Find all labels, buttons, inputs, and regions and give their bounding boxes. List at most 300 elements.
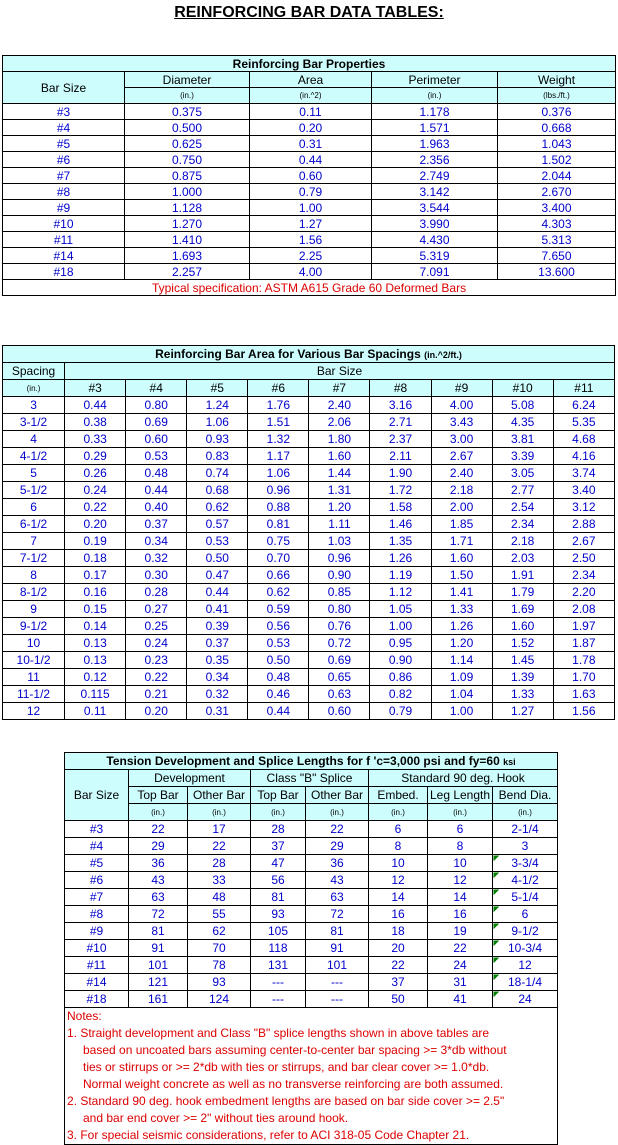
- area-cell: 5.35: [553, 414, 614, 431]
- bar-size-cell: #11: [65, 957, 129, 974]
- length-cell: 22: [369, 957, 428, 974]
- table-row: [3, 533, 615, 550]
- area-cell: 0.50: [187, 550, 248, 567]
- length-cell: 31: [428, 974, 493, 991]
- notes-block: [65, 1008, 558, 1145]
- area-cell: 1.11: [309, 516, 370, 533]
- bar-size-cell: #6: [65, 872, 129, 889]
- area-cell: 0.38: [65, 414, 126, 431]
- note-line: Normal weight concrete as well as no transverse reinforcing are both assumed.: [83, 1077, 504, 1091]
- area-cell: 2.77: [492, 482, 553, 499]
- length-cell: 43: [129, 872, 188, 889]
- table-row: [3, 516, 615, 533]
- area-cell: 2.37: [370, 431, 431, 448]
- table-row: [3, 120, 616, 136]
- length-cell: 5-1/4: [493, 889, 558, 906]
- subheader: Bend Dia.: [493, 787, 558, 804]
- col-unit: (in.^2): [250, 88, 372, 104]
- value-cell: 2.356: [372, 152, 498, 168]
- table-row: [3, 584, 615, 601]
- area-cell: 0.74: [187, 465, 248, 482]
- group-hook: Standard 90 deg. Hook: [369, 770, 558, 787]
- table-row: [65, 872, 558, 889]
- length-cell: 101: [306, 957, 369, 974]
- bar-size-cell: #4: [65, 838, 129, 855]
- area-cell: 3.43: [431, 414, 492, 431]
- length-cell: 29: [129, 838, 188, 855]
- bar-size-column-header: #5: [187, 380, 248, 397]
- area-cell: 3.39: [492, 448, 553, 465]
- area-cell: 0.24: [65, 482, 126, 499]
- value-cell: 2.044: [498, 168, 616, 184]
- length-cell: 56: [251, 872, 306, 889]
- table-row: [3, 248, 616, 264]
- note-line: and bar end cover >= 2" without ties around hook.: [83, 1111, 349, 1125]
- area-cell: 3.12: [553, 499, 614, 516]
- length-cell: 6: [369, 821, 428, 838]
- spacing-cell: 7: [3, 533, 65, 550]
- area-cell: 2.34: [492, 516, 553, 533]
- area-cell: 4.35: [492, 414, 553, 431]
- table-row: [3, 104, 616, 120]
- table-row: [65, 957, 558, 974]
- length-cell: 43: [306, 872, 369, 889]
- area-cell: 1.60: [492, 618, 553, 635]
- area-cell: 0.57: [187, 516, 248, 533]
- area-cell: 1.12: [370, 584, 431, 601]
- value-cell: 2.749: [372, 168, 498, 184]
- area-cell: 1.58: [370, 499, 431, 516]
- unit-cell: (in.): [428, 804, 493, 821]
- length-cell: 62: [188, 923, 251, 940]
- area-cell: 1.00: [370, 618, 431, 635]
- area-cell: 0.93: [187, 431, 248, 448]
- group-development: Development: [129, 770, 251, 787]
- value-cell: 0.20: [250, 120, 372, 136]
- area-cell: 2.50: [553, 550, 614, 567]
- length-cell: 2-1/4: [493, 821, 558, 838]
- area-cell: 0.11: [65, 703, 126, 720]
- length-cell: 37: [251, 838, 306, 855]
- area-cell: 0.44: [248, 703, 309, 720]
- area-cell: 4.16: [553, 448, 614, 465]
- area-cell: 1.03: [309, 533, 370, 550]
- area-cell: 0.83: [187, 448, 248, 465]
- unit-cell: (in.): [493, 804, 558, 821]
- area-cell: 0.44: [187, 584, 248, 601]
- bar-size-column-header: #11: [553, 380, 614, 397]
- spacing-cell: 8: [3, 567, 65, 584]
- area-cell: 3.00: [431, 431, 492, 448]
- area-cell: 0.72: [309, 635, 370, 652]
- table-row: [3, 482, 615, 499]
- area-cell: 0.29: [65, 448, 126, 465]
- length-cell: 3: [493, 838, 558, 855]
- table-row: [65, 906, 558, 923]
- table-row: [3, 397, 615, 414]
- value-cell: 3.990: [372, 216, 498, 232]
- value-cell: 4.303: [498, 216, 616, 232]
- table-row: [3, 168, 616, 184]
- value-cell: 0.79: [250, 184, 372, 200]
- bar-size-column-header: #7: [309, 380, 370, 397]
- page-title: REINFORCING BAR DATA TABLES:: [174, 4, 444, 21]
- table-row: [3, 200, 616, 216]
- length-cell: 10: [428, 855, 493, 872]
- area-cell: 2.00: [431, 499, 492, 516]
- length-cell: 70: [188, 940, 251, 957]
- spacing-cell: 7-1/2: [3, 550, 65, 567]
- table-row: [3, 601, 615, 618]
- table-row: [65, 821, 558, 838]
- notes-title: Notes:: [67, 1009, 102, 1023]
- bar-size-cell: #18: [65, 991, 129, 1008]
- area-cell: 1.39: [492, 669, 553, 686]
- area-cell: 0.22: [126, 669, 187, 686]
- length-cell: 28: [251, 821, 306, 838]
- area-cell: 0.18: [65, 550, 126, 567]
- spec-footer: Typical specification: ASTM A615 Grade 60 Deformed Bars: [3, 280, 616, 296]
- area-cell: 0.96: [309, 550, 370, 567]
- table-row: [65, 855, 558, 872]
- area-cell: 1.56: [553, 703, 614, 720]
- area-cell: 0.66: [248, 567, 309, 584]
- area-cell: 2.40: [431, 465, 492, 482]
- area-cell: 1.33: [492, 686, 553, 703]
- area-cell: 2.18: [492, 533, 553, 550]
- area-cell: 0.34: [126, 533, 187, 550]
- table-row: [3, 136, 616, 152]
- table-row: [3, 618, 615, 635]
- area-cell: 0.56: [248, 618, 309, 635]
- length-cell: ---: [306, 991, 369, 1008]
- bar-size-cell: #3: [65, 821, 129, 838]
- area-cell: 0.86: [370, 669, 431, 686]
- value-cell: 1.00: [250, 200, 372, 216]
- length-cell: 36: [306, 855, 369, 872]
- area-cell: 1.97: [553, 618, 614, 635]
- area-cell: 1.05: [370, 601, 431, 618]
- subheader: Leg Length: [428, 787, 493, 804]
- bar-size-cell: #5: [65, 855, 129, 872]
- area-cell: 0.19: [65, 533, 126, 550]
- area-cell: 0.37: [187, 635, 248, 652]
- area-cell: 0.90: [309, 567, 370, 584]
- area-cell: 1.71: [431, 533, 492, 550]
- value-cell: 1.693: [125, 248, 250, 264]
- bar-size-cell: #8: [3, 184, 125, 200]
- subheader: Other Bar: [306, 787, 369, 804]
- area-cell: 1.87: [553, 635, 614, 652]
- length-cell: 81: [251, 889, 306, 906]
- length-cell: 131: [251, 957, 306, 974]
- area-cell: 1.76: [248, 397, 309, 414]
- area-cell: 1.14: [431, 652, 492, 669]
- area-cell: 1.51: [248, 414, 309, 431]
- area-cell: 0.70: [248, 550, 309, 567]
- area-cell: 0.20: [126, 703, 187, 720]
- area-cell: 0.44: [126, 482, 187, 499]
- group-splice: Class "B" Splice: [251, 770, 369, 787]
- area-cell: 6.24: [553, 397, 614, 414]
- area-cell: 0.85: [309, 584, 370, 601]
- area-cell: 4.00: [431, 397, 492, 414]
- table-row: [65, 940, 558, 957]
- area-cell: 1.35: [370, 533, 431, 550]
- spacing-header: Spacing: [3, 363, 65, 380]
- length-cell: 22: [129, 821, 188, 838]
- spacing-cell: 11: [3, 669, 65, 686]
- area-cell: 0.60: [126, 431, 187, 448]
- value-cell: 1.963: [372, 136, 498, 152]
- area-cell: 0.48: [126, 465, 187, 482]
- area-cell: 0.62: [187, 499, 248, 516]
- table-row: [65, 838, 558, 855]
- area-cell: 0.41: [187, 601, 248, 618]
- length-cell: 105: [251, 923, 306, 940]
- area-cell: 2.08: [553, 601, 614, 618]
- table-row: [65, 923, 558, 940]
- area-cell: 0.14: [65, 618, 126, 635]
- value-cell: 2.257: [125, 264, 250, 280]
- value-cell: 0.668: [498, 120, 616, 136]
- area-cell: 0.12: [65, 669, 126, 686]
- spacing-cell: 4-1/2: [3, 448, 65, 465]
- area-cell: 0.48: [248, 669, 309, 686]
- spacing-unit: (in.): [3, 380, 65, 397]
- value-cell: 7.091: [372, 264, 498, 280]
- value-cell: 0.500: [125, 120, 250, 136]
- value-cell: 0.44: [250, 152, 372, 168]
- length-cell: 37: [369, 974, 428, 991]
- area-cell: 2.67: [431, 448, 492, 465]
- bar-size-cell: #14: [3, 248, 125, 264]
- area-cell: 0.13: [65, 652, 126, 669]
- length-cell: 47: [251, 855, 306, 872]
- area-cell: 0.46: [248, 686, 309, 703]
- table-row: [65, 889, 558, 906]
- area-cell: 0.30: [126, 567, 187, 584]
- note-line: 2. Standard 90 deg. hook embedment lengths are based on bar side cover >= 2.5": [67, 1094, 505, 1108]
- bar-size-cell: #3: [3, 104, 125, 120]
- area-cell: 1.91: [492, 567, 553, 584]
- area-cell: 0.33: [65, 431, 126, 448]
- value-cell: 13.600: [498, 264, 616, 280]
- table-row: [65, 974, 558, 991]
- area-cell: 1.24: [187, 397, 248, 414]
- value-cell: 1.56: [250, 232, 372, 248]
- area-cell: 0.40: [126, 499, 187, 516]
- area-cell: 0.28: [126, 584, 187, 601]
- bar-size-cell: #6: [3, 152, 125, 168]
- area-cell: 2.40: [309, 397, 370, 414]
- area-cell: 0.34: [187, 669, 248, 686]
- length-cell: 22: [428, 940, 493, 957]
- area-cell: 0.13: [65, 635, 126, 652]
- note-line: 3. For special seismic considerations, refer to ACI 318-05 Code Chapter 21.: [67, 1128, 470, 1142]
- spacing-cell: 5-1/2: [3, 482, 65, 499]
- properties-title: Reinforcing Bar Properties: [3, 56, 616, 72]
- unit-cell: (in.): [188, 804, 251, 821]
- area-cell: 0.53: [187, 533, 248, 550]
- table-row: [3, 499, 615, 516]
- area-cell: 0.21: [126, 686, 187, 703]
- area-cell: 2.18: [431, 482, 492, 499]
- unit-cell: (in.): [306, 804, 369, 821]
- length-cell: 101: [129, 957, 188, 974]
- bar-properties-table: [2, 55, 616, 296]
- area-cell: 0.96: [248, 482, 309, 499]
- area-cell: 0.69: [309, 652, 370, 669]
- area-cell: 0.24: [126, 635, 187, 652]
- length-cell: 93: [188, 974, 251, 991]
- area-cell: 0.17: [65, 567, 126, 584]
- length-cell: 91: [129, 940, 188, 957]
- length-cell: 22: [306, 821, 369, 838]
- spacing-cell: 6: [3, 499, 65, 516]
- area-cell: 1.19: [370, 567, 431, 584]
- value-cell: 0.31: [250, 136, 372, 152]
- area-cell: 1.72: [370, 482, 431, 499]
- spacing-cell: 12: [3, 703, 65, 720]
- bar-size-header: Bar Size: [65, 363, 615, 380]
- area-cell: 0.22: [65, 499, 126, 516]
- value-cell: 4.00: [250, 264, 372, 280]
- length-cell: 3-3/4: [493, 855, 558, 872]
- length-cell: 20: [369, 940, 428, 957]
- area-cell: 0.80: [309, 601, 370, 618]
- area-cell: 1.60: [431, 550, 492, 567]
- area-cell: 1.33: [431, 601, 492, 618]
- value-cell: 4.430: [372, 232, 498, 248]
- length-cell: 91: [306, 940, 369, 957]
- length-cell: 29: [306, 838, 369, 855]
- value-cell: 3.142: [372, 184, 498, 200]
- tension-title: [65, 753, 558, 770]
- length-cell: 72: [306, 906, 369, 923]
- value-cell: 0.375: [125, 104, 250, 120]
- area-cell: 0.81: [248, 516, 309, 533]
- area-cell: 0.90: [370, 652, 431, 669]
- value-cell: 2.670: [498, 184, 616, 200]
- length-cell: ---: [306, 974, 369, 991]
- value-cell: 5.319: [372, 248, 498, 264]
- spacing-cell: 8-1/2: [3, 584, 65, 601]
- area-cell: 0.32: [126, 550, 187, 567]
- value-cell: 1.178: [372, 104, 498, 120]
- area-cell: 0.15: [65, 601, 126, 618]
- note-line: based on uncoated bars assuming center-to-center bar spacing >= 3*db without: [83, 1043, 507, 1057]
- bar-size-column-header: #4: [126, 380, 187, 397]
- value-cell: 3.544: [372, 200, 498, 216]
- area-cell: 1.06: [187, 414, 248, 431]
- area-cell: 1.46: [370, 516, 431, 533]
- spacing-cell: 3: [3, 397, 65, 414]
- bar-size-cell: #8: [65, 906, 129, 923]
- area-cell: 4.68: [553, 431, 614, 448]
- length-cell: 6: [493, 906, 558, 923]
- length-cell: 10-3/4: [493, 940, 558, 957]
- length-cell: 22: [188, 838, 251, 855]
- length-cell: 124: [188, 991, 251, 1008]
- spacing-cell: 4: [3, 431, 65, 448]
- value-cell: 5.313: [498, 232, 616, 248]
- col-header: Area: [250, 72, 372, 88]
- length-cell: 55: [188, 906, 251, 923]
- area-cell: 0.16: [65, 584, 126, 601]
- area-cell: 2.67: [553, 533, 614, 550]
- note-line: 1. Straight development and Class "B" splice lengths shown in above tables are: [67, 1026, 490, 1040]
- area-cell: 0.44: [65, 397, 126, 414]
- area-cell: 0.25: [126, 618, 187, 635]
- area-cell: 0.68: [187, 482, 248, 499]
- length-cell: 6: [428, 821, 493, 838]
- note-line: ties or stirrups or >= 2*db with ties or stirrups, and bar clear cover >= 1.0*db.: [83, 1060, 490, 1074]
- area-cell: 1.00: [431, 703, 492, 720]
- unit-cell: (in.): [369, 804, 428, 821]
- value-cell: 2.25: [250, 248, 372, 264]
- area-cell: 2.20: [553, 584, 614, 601]
- length-cell: 8: [428, 838, 493, 855]
- bar-size-cell: #7: [3, 168, 125, 184]
- spacing-cell: 9-1/2: [3, 618, 65, 635]
- area-cell: 0.32: [187, 686, 248, 703]
- area-cell: 0.20: [65, 516, 126, 533]
- value-cell: 0.750: [125, 152, 250, 168]
- area-cell: 2.54: [492, 499, 553, 516]
- value-cell: 0.625: [125, 136, 250, 152]
- length-cell: 14: [428, 889, 493, 906]
- area-cell: 0.95: [370, 635, 431, 652]
- area-cell: 0.82: [370, 686, 431, 703]
- length-cell: 93: [251, 906, 306, 923]
- value-cell: 1.128: [125, 200, 250, 216]
- length-cell: 118: [251, 940, 306, 957]
- length-cell: 48: [188, 889, 251, 906]
- length-cell: 72: [129, 906, 188, 923]
- area-cell: 2.06: [309, 414, 370, 431]
- area-cell: 0.47: [187, 567, 248, 584]
- area-cell: 0.31: [187, 703, 248, 720]
- area-cell: 0.69: [126, 414, 187, 431]
- length-cell: 4-1/2: [493, 872, 558, 889]
- bar-size-cell: #10: [3, 216, 125, 232]
- value-cell: 0.11: [250, 104, 372, 120]
- length-cell: 18-1/4: [493, 974, 558, 991]
- length-cell: 63: [306, 889, 369, 906]
- area-cell: 3.16: [370, 397, 431, 414]
- area-cell: 1.20: [431, 635, 492, 652]
- spacing-cell: 10: [3, 635, 65, 652]
- value-cell: 1.410: [125, 232, 250, 248]
- area-cell: 0.37: [126, 516, 187, 533]
- col-header: Perimeter: [372, 72, 498, 88]
- area-cell: 2.88: [553, 516, 614, 533]
- table-row: [3, 635, 615, 652]
- area-cell: 1.27: [492, 703, 553, 720]
- length-cell: 50: [369, 991, 428, 1008]
- area-cell: 0.62: [248, 584, 309, 601]
- length-cell: 78: [188, 957, 251, 974]
- length-cell: 28: [188, 855, 251, 872]
- area-cell: 0.35: [187, 652, 248, 669]
- area-cell: 1.32: [248, 431, 309, 448]
- table-row: [3, 264, 616, 280]
- area-cell: 1.09: [431, 669, 492, 686]
- area-cell: 0.79: [370, 703, 431, 720]
- length-cell: 18: [369, 923, 428, 940]
- area-cell: 1.63: [553, 686, 614, 703]
